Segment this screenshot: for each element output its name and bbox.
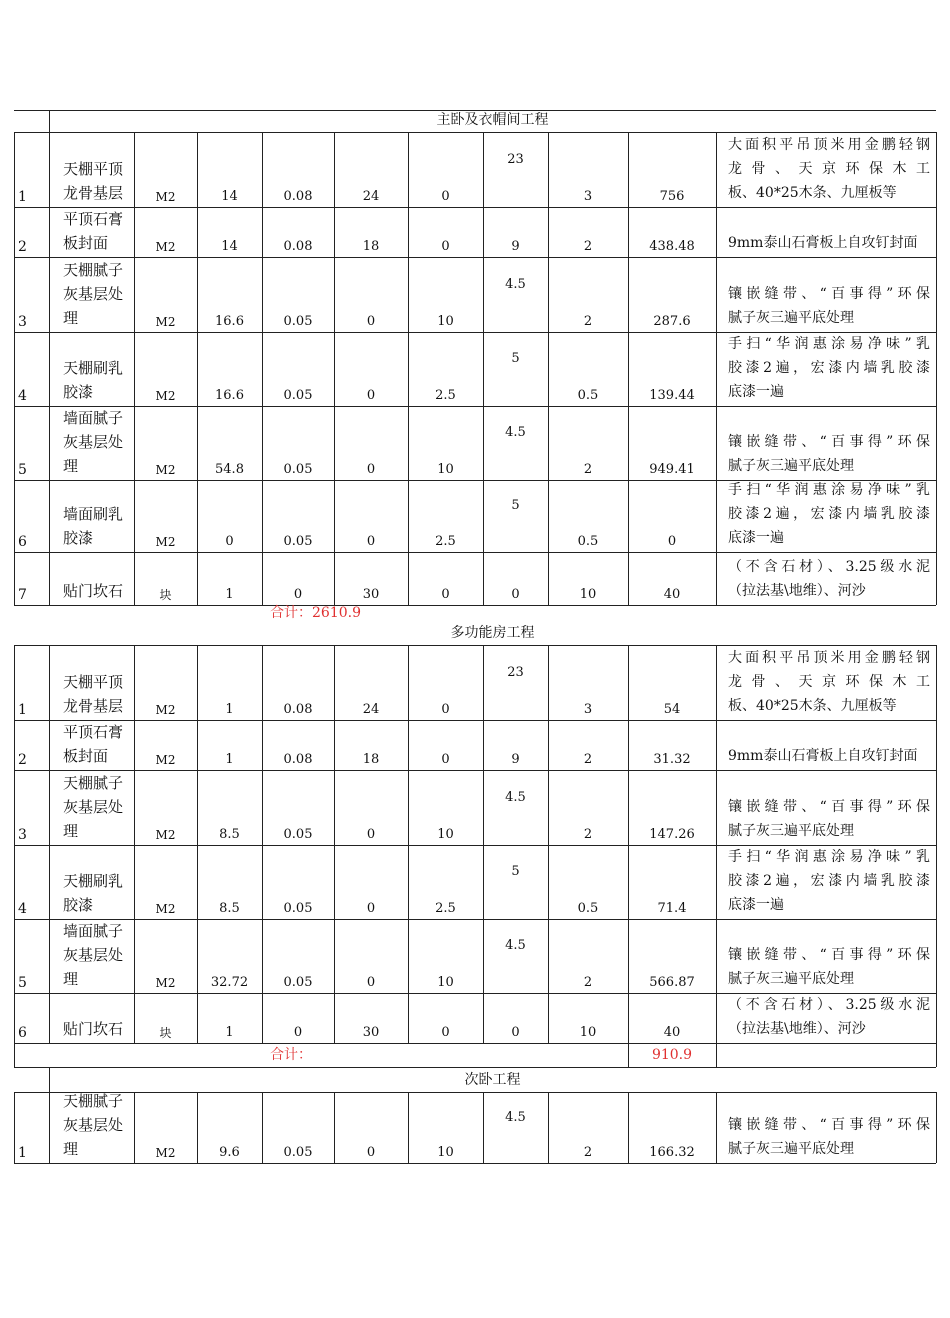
item-description	[728, 744, 930, 768]
description-line: 龙 骨 、 天 京 环 保 木 工	[728, 161, 930, 177]
row-number: 5	[18, 975, 27, 991]
value-cell-c4: 4.5	[505, 425, 526, 440]
description-line: 镶嵌缝带、“百事得”环保	[728, 286, 930, 302]
value-cell-c4: 23	[507, 151, 524, 167]
section-title: 次卧工程	[464, 1072, 521, 1088]
row-number: 1	[18, 702, 27, 718]
description-line: （拉法基\地维）、河沙	[728, 1021, 866, 1037]
section-top-border	[14, 110, 936, 111]
description-line: （不含石材）、3.25级水泥	[728, 559, 930, 575]
item-name-line: 理	[63, 1140, 79, 1158]
value-cell-c4: 4.5	[505, 1109, 526, 1125]
value-cell-c2: 30	[362, 1025, 380, 1040]
row-number: 6	[18, 1025, 27, 1041]
table-border	[483, 645, 484, 1043]
description-line: 手扫“华润惠涂易净味”乳	[728, 849, 930, 865]
value-cell-c4: 0	[511, 587, 520, 602]
value-cell-c3: 10	[437, 314, 454, 329]
description-line: 胶漆2遍，宏漆内墙乳胶漆	[728, 506, 930, 522]
description-line: 腻子灰三遍平底处理	[728, 971, 854, 987]
item-description	[728, 430, 930, 478]
value-cell-c1: 0.05	[283, 1145, 313, 1160]
item-name-line: 灰基层处	[63, 1116, 124, 1134]
item-description	[728, 943, 930, 991]
table-border	[14, 1092, 15, 1163]
item-name-line: 灰基层处	[63, 433, 124, 451]
unit-cell: M2	[155, 535, 176, 549]
row-total-cell: 166.32	[649, 1145, 695, 1160]
item-description	[728, 1113, 930, 1161]
item-name-line: 天棚刷乳	[63, 872, 124, 890]
value-cell-qty: 8.5	[219, 901, 240, 916]
value-cell-c5: 0.5	[577, 534, 599, 549]
unit-cell: M2	[155, 190, 176, 204]
value-cell-qty: 0	[225, 534, 234, 549]
row-total-cell: 438.48	[649, 239, 695, 254]
value-cell-c1: 0.05	[283, 975, 313, 990]
value-cell-c1: 0.05	[283, 901, 313, 916]
table-border	[936, 132, 937, 605]
value-cell-c2: 0	[366, 462, 376, 477]
value-cell-c1: 0.08	[283, 702, 313, 717]
description-line: 底漆一遍	[728, 897, 784, 913]
value-cell-c3: 0	[441, 239, 450, 254]
value-cell-c3: 10	[437, 1145, 454, 1160]
value-cell-qty: 1	[225, 702, 234, 717]
description-line: （拉法基\地维）、河沙	[728, 583, 866, 599]
item-name-line: 贴门坎石	[63, 582, 124, 600]
description-line: 底漆一遍	[728, 384, 784, 400]
item-description	[728, 993, 930, 1041]
value-cell-qty: 1	[225, 587, 234, 602]
table-border	[14, 1043, 15, 1067]
row-total-cell: 54	[663, 702, 681, 717]
row-total-cell: 566.87	[649, 975, 695, 990]
table-border	[49, 645, 50, 1043]
value-cell-c2: 0	[366, 314, 376, 329]
unit-cell: M2	[155, 240, 176, 254]
value-cell-c4: 5	[511, 351, 520, 366]
item-name-line: 理	[63, 309, 79, 327]
row-total-cell: 139.44	[649, 388, 695, 403]
value-cell-c3: 10	[437, 827, 454, 842]
description-line: 手扫“华润惠涂易净味”乳	[728, 482, 930, 498]
value-cell-c5: 0.5	[577, 901, 599, 916]
description-line: 腻子灰三遍平底处理	[728, 458, 854, 474]
value-cell-qty: 16.6	[215, 388, 244, 403]
row-total-cell: 40	[663, 587, 681, 602]
table-border	[936, 1092, 937, 1163]
section-title-border	[14, 1092, 936, 1093]
row-total-cell: 0	[667, 534, 677, 549]
value-cell-c2: 0	[366, 534, 376, 549]
item-description	[728, 332, 930, 404]
table-border	[14, 132, 15, 605]
value-cell-qty: 16.6	[215, 314, 244, 329]
value-cell-qty: 8.5	[219, 827, 240, 842]
table-border	[14, 645, 15, 1043]
item-description	[728, 133, 930, 205]
value-cell-c3: 10	[437, 462, 454, 477]
unit-cell: 块	[159, 588, 172, 602]
value-cell-c5: 3	[583, 189, 593, 204]
value-cell-c4: 4.5	[505, 938, 526, 953]
row-total-cell: 71.4	[657, 901, 687, 916]
table-border	[716, 1043, 717, 1067]
unit-cell: M2	[155, 753, 176, 767]
value-cell-c2: 0	[366, 827, 376, 842]
value-cell-c4: 5	[511, 498, 520, 513]
item-name-line: 龙骨基层	[63, 697, 124, 715]
unit-cell: M2	[155, 902, 176, 916]
row-total-cell: 40	[663, 1025, 681, 1040]
row-total-cell: 31.32	[653, 752, 691, 767]
row-number: 1	[18, 1145, 27, 1161]
table-border	[936, 645, 937, 1043]
item-name-line: 理	[63, 970, 79, 988]
row-number: 4	[18, 901, 27, 917]
value-cell-c4: 9	[511, 752, 520, 767]
unit-cell: 块	[159, 1026, 172, 1040]
value-cell-c2: 30	[362, 587, 380, 602]
section-title: 主卧及衣帽间工程	[436, 112, 549, 128]
unit-cell: M2	[155, 1146, 176, 1160]
item-name-line: 墙面腻子	[63, 922, 124, 940]
value-cell-c2: 18	[362, 239, 380, 254]
value-cell-c3: 10	[437, 975, 454, 990]
table-row-border	[14, 132, 936, 133]
value-cell-c3: 0	[441, 752, 450, 767]
value-cell-c3: 2.5	[435, 388, 456, 403]
item-description	[728, 231, 930, 255]
description-line: 大面积平吊顶米用金鹏轻钢	[728, 137, 930, 153]
row-number: 1	[18, 189, 27, 205]
section-subtotal-value: 910.9	[651, 1047, 693, 1063]
unit-cell: M2	[155, 389, 176, 403]
value-cell-qty: 1	[225, 752, 234, 767]
description-line: 手扫“华润惠涂易净味”乳	[728, 336, 930, 352]
row-number: 2	[18, 239, 27, 255]
value-cell-qty: 14	[221, 189, 238, 204]
description-line: 大面积平吊顶米用金鹏轻钢	[728, 650, 930, 666]
value-cell-c5: 2	[583, 827, 593, 842]
value-cell-c5: 0.5	[577, 388, 599, 403]
description-line: 镶嵌缝带、“百事得”环保	[728, 434, 930, 450]
item-name-line: 天棚腻子	[63, 774, 124, 792]
value-cell-c5: 2	[583, 1145, 593, 1160]
value-cell-qty: 32.72	[210, 975, 249, 990]
value-cell-qty: 1	[225, 1025, 234, 1040]
value-cell-c2: 0	[366, 901, 376, 916]
description-line: 底漆一遍	[728, 530, 784, 546]
value-cell-c3: 0	[441, 1025, 450, 1040]
item-description	[728, 555, 930, 603]
description-line: 镶嵌缝带、“百事得”环保	[728, 799, 930, 815]
unit-cell: M2	[155, 703, 176, 717]
row-number: 7	[18, 587, 27, 603]
description-line: 胶漆2遍，宏漆内墙乳胶漆	[728, 873, 930, 889]
row-number: 2	[18, 752, 27, 768]
value-cell-c1: 0.05	[283, 534, 313, 549]
item-name-line: 龙骨基层	[63, 184, 124, 202]
item-name-line: 平顶石膏	[63, 210, 124, 228]
value-cell-qty: 9.6	[219, 1145, 240, 1160]
section-subtotal: 合计：2610.9	[270, 605, 361, 621]
value-cell-qty: 54.8	[215, 462, 244, 477]
unit-cell: M2	[155, 976, 176, 990]
value-cell-c1: 0.05	[283, 314, 313, 329]
value-cell-c3: 2.5	[435, 534, 456, 549]
value-cell-c4: 4.5	[505, 789, 526, 805]
value-cell-c1: 0.05	[283, 827, 313, 842]
unit-cell: M2	[155, 828, 176, 842]
description-line: 9mm泰山石膏板上自攻钉封面	[728, 235, 918, 251]
row-number: 4	[18, 388, 27, 404]
table-border	[716, 132, 717, 605]
item-name-line: 墙面刷乳	[63, 505, 124, 523]
unit-cell: M2	[155, 463, 176, 477]
description-line: 板、40*25木条、九厘板等	[728, 698, 897, 714]
row-total-cell: 949.41	[649, 462, 695, 477]
row-number: 3	[18, 314, 27, 330]
row-number: 3	[18, 827, 27, 843]
item-name-line: 灰基层处	[63, 285, 124, 303]
description-line: 腻子灰三遍平底处理	[728, 310, 854, 326]
row-total-cell: 287.6	[653, 314, 691, 329]
description-line: 龙 骨 、 天 京 环 保 木 工	[728, 674, 930, 690]
value-cell-qty: 14	[221, 239, 238, 254]
row-number: 6	[18, 534, 27, 550]
item-name-line: 天棚平顶	[63, 160, 124, 178]
value-cell-c3: 0	[441, 587, 450, 602]
item-name-line: 胶漆	[63, 383, 94, 401]
value-cell-c2: 0	[366, 1145, 376, 1160]
item-name-line: 板封面	[63, 234, 109, 252]
item-name-line: 天棚腻子	[63, 1092, 124, 1110]
table-border	[49, 1092, 50, 1163]
value-cell-c2: 24	[362, 702, 380, 717]
value-cell-c1: 0.05	[283, 388, 313, 403]
value-cell-c5: 2	[583, 314, 593, 329]
description-line: 腻子灰三遍平底处理	[728, 823, 854, 839]
description-line: 腻子灰三遍平底处理	[728, 1141, 854, 1157]
value-cell-c5: 10	[579, 1025, 597, 1040]
description-line: 镶嵌缝带、“百事得”环保	[728, 1117, 930, 1133]
value-cell-c1: 0.08	[283, 239, 313, 254]
item-name-line: 贴门坎石	[63, 1020, 124, 1038]
section-top-border	[14, 1067, 936, 1068]
value-cell-c1: 0	[293, 587, 303, 602]
section-title-divider	[49, 110, 50, 132]
row-total-cell: 147.26	[649, 827, 695, 842]
value-cell-c5: 2	[583, 462, 593, 477]
value-cell-c5: 10	[579, 587, 597, 602]
value-cell-c1: 0.05	[283, 462, 313, 477]
value-cell-c4: 23	[507, 664, 524, 680]
value-cell-c5: 2	[583, 975, 593, 990]
section-title: 多功能房工程	[450, 625, 535, 641]
description-line: 9mm泰山石膏板上自攻钉封面	[728, 748, 918, 764]
item-name-line: 天棚平顶	[63, 673, 124, 691]
value-cell-c5: 3	[583, 702, 593, 717]
item-name-line: 平顶石膏	[63, 723, 124, 741]
value-cell-c3: 0	[441, 702, 450, 717]
value-cell-c3: 2.5	[435, 901, 456, 916]
item-name-line: 灰基层处	[63, 946, 124, 964]
item-description	[728, 646, 930, 718]
table-border	[716, 645, 717, 1043]
value-cell-c4: 4.5	[505, 276, 526, 292]
value-cell-c1: 0.08	[283, 752, 313, 767]
description-line: 板、40*25木条、九厘板等	[728, 185, 897, 201]
row-number: 5	[18, 462, 27, 478]
item-name-line: 胶漆	[63, 529, 94, 547]
value-cell-c5: 2	[583, 239, 593, 254]
description-line: 胶漆2遍，宏漆内墙乳胶漆	[728, 360, 930, 376]
value-cell-c5: 2	[583, 752, 593, 767]
item-name-line: 板封面	[63, 747, 109, 765]
item-name-line: 灰基层处	[63, 798, 124, 816]
value-cell-c4: 5	[511, 864, 520, 879]
value-cell-c2: 0	[366, 975, 376, 990]
section-subtotal-label: 合计：	[270, 1047, 312, 1063]
item-name-line: 墙面腻子	[63, 409, 124, 427]
table-border	[936, 1043, 937, 1067]
value-cell-c2: 24	[362, 189, 380, 204]
value-cell-c4: 9	[511, 239, 520, 254]
item-description	[728, 845, 930, 917]
item-name-line: 胶漆	[63, 896, 94, 914]
row-total-cell: 756	[659, 189, 685, 204]
item-name-line: 天棚腻子	[63, 261, 124, 279]
table-border	[716, 1092, 717, 1163]
value-cell-c3: 0	[441, 189, 450, 204]
item-description	[728, 282, 930, 330]
value-cell-c1: 0	[293, 1025, 303, 1040]
item-name-line: 理	[63, 822, 79, 840]
value-cell-c4: 0	[511, 1025, 520, 1040]
item-name-line: 天棚刷乳	[63, 359, 124, 377]
table-border	[49, 132, 50, 605]
item-description	[728, 478, 930, 550]
value-cell-c1: 0.08	[283, 189, 313, 204]
item-name-line: 理	[63, 457, 79, 475]
unit-cell: M2	[155, 315, 176, 329]
item-description	[728, 795, 930, 843]
value-cell-c2: 18	[362, 752, 380, 767]
value-cell-c2: 0	[366, 388, 376, 403]
description-line: 镶嵌缝带、“百事得”环保	[728, 947, 930, 963]
description-line: （不含石材）、3.25级水泥	[728, 997, 930, 1013]
